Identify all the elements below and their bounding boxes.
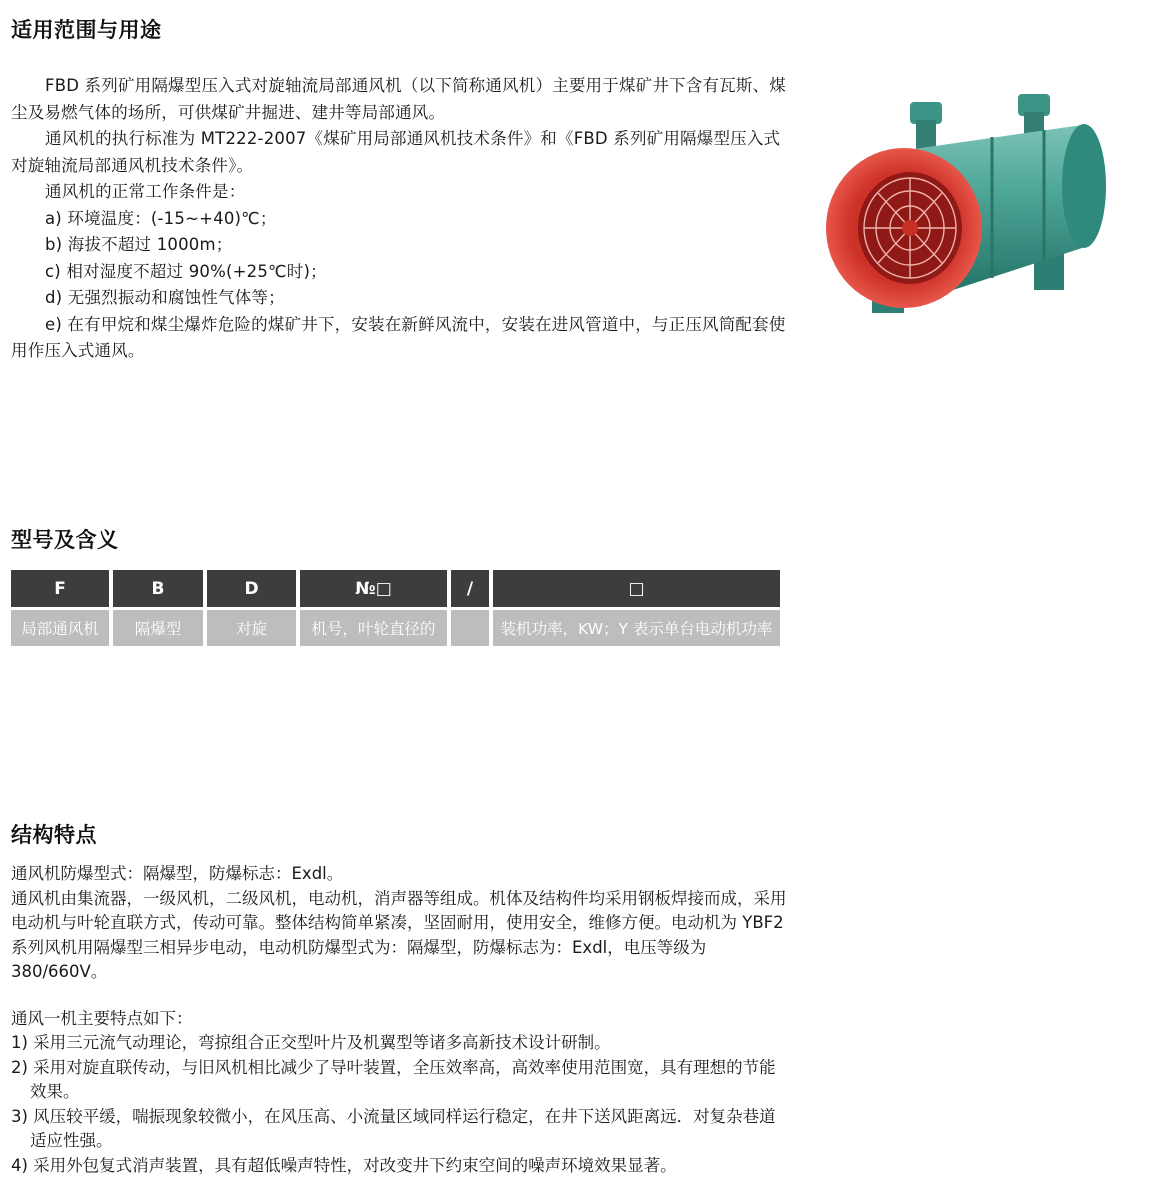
condition-item: e) 在有甲烷和煤尘爆炸危险的煤矿井下，安装在新鲜风流中，安装在进风管道中，与正压风筒配套使用作压入式通风。 [11,314,786,360]
condition-item: c) 相对湿度不超过 90%(+25℃时)； [45,261,327,281]
structure-body [11,862,791,1178]
model-header-cell: B [113,570,203,607]
model-meaning-cell: 隔爆型 [113,607,203,646]
feature-item: 2) 采用对旋直联传动，与旧风机相比减少了导叶装置，全压效率高，高效率使用范围宽，具有理想的节能效果。 [11,1057,776,1101]
condition-item: a) 环境温度：(-15~+40)℃； [45,208,277,228]
model-meaning-cell: 机号，叶轮直径的 [300,607,447,646]
structure-paragraph: 通风机由集流器，一级风机，二级风机，电动机，消声器等组成。机体及结构件均采用钢板焊接而成，采用电动机与叶轮直联方式，传动可靠。整体结构简单紧凑，坚固耐用，使用安全，维修方便。电动机为 YBF2 系列风机用隔爆型三相异步电动，电动机防爆型式为：隔爆型，防爆标志为：Exdl，电压等级为 380/660V。 [11,888,787,981]
condition-item: d) 无强烈振动和腐蚀性气体等； [45,288,285,307]
model-meaning-cell: 局部通风机 [11,607,109,646]
condition-item: b) 海拔不超过 1000m； [45,235,233,254]
model-meaning-cell [451,607,489,646]
model-header-cell: F [11,570,109,607]
model-header-cell: №□ [300,570,447,607]
features-intro: 通风一机主要特点如下： [11,1008,193,1028]
features-list [11,1007,791,1179]
model-meaning-cell: 对旋 [207,607,296,646]
model-header-row [11,570,780,607]
feature-item: 4) 采用外包复式消声装置，具有超低噪声特性，对改变井下约束空间的噪声环境效果显著。 [11,1155,677,1175]
structure-paragraph: 通风机防爆型式：隔爆型，防爆标志：Exdl。 [11,864,344,883]
model-header-cell: / [451,570,489,607]
scope-paragraph: FBD 系列矿用隔爆型压入式对旋轴流局部通风机（以下简称通风机）主要用于煤矿井下含有瓦斯、煤尘及易燃气体的场所，可供煤矿井掘进、建井等局部通风。 [11,76,786,122]
feature-item: 3) 风压较平缓，喘振现象较微小，在风压高、小流量区域同样运行稳定，在井下送风距离远．对复杂巷道适应性强。 [11,1106,776,1150]
section-title-scope: 适用范围与用途 [11,18,162,42]
section-title-structure: 结构特点 [11,823,97,847]
scope-body [11,73,789,365]
scope-paragraph: 通风机的正常工作条件是： [45,182,246,201]
feature-item: 1) 采用三元流气动理论，弯掠组合正交型叶片及机翼型等诸多高新技术设计研制。 [11,1033,611,1052]
model-meaning-cell: 装机功率，KW；Y 表示单台电动机功率 [493,607,780,646]
fan-product-image [812,80,1132,330]
model-meaning-row [11,607,780,646]
model-header-cell: □ [493,570,780,607]
fan-illustration [812,80,1132,330]
model-header-cell: D [207,570,296,607]
fan-hub [902,220,918,236]
section-title-model: 型号及含义 [11,528,119,552]
scope-paragraph: 通风机的执行标准为 MT222-2007《煤矿用局部通风机技术条件》和《FBD 系列矿用隔爆型压入式对旋轴流局部通风机技术条件》。 [11,129,781,175]
fan-outlet [1062,124,1106,248]
model-table [7,570,784,646]
